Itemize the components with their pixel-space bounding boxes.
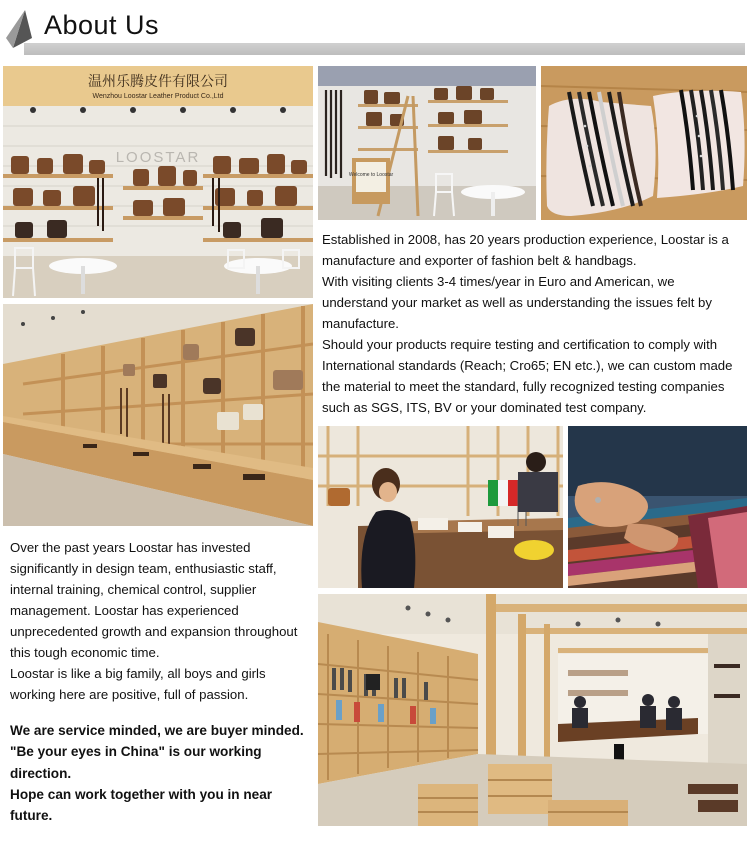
closing-text [10, 720, 313, 826]
booth-sign-english: Wenzhou Loostar Leather Product Co.,Ltd [92, 93, 224, 100]
header-divider-bar [24, 43, 745, 55]
booth-photo [3, 66, 313, 298]
showroom-wide-photo [318, 594, 747, 826]
intro-paragraph-visiting: With visiting clients 3-4 times/year in Euro and American, we understand your market as well as understanding the issues felt by manufacture. [322, 274, 712, 331]
closing-line-service: We are service minded, we are buyer minded. [10, 723, 304, 738]
intro-text [322, 229, 742, 418]
design-team-photo [318, 426, 563, 588]
belts-pillow-photo [541, 66, 747, 220]
page-title: About Us [44, 10, 160, 40]
cart-welcome-sign: Welcome to Loostar [348, 172, 394, 178]
intro-paragraph-established: Established in 2008, has 20 years production experience, Loostar is a manufacture and exporter of fashion belt & handbags. [322, 232, 729, 268]
header-leaf-icon [5, 8, 33, 48]
leather-swatches-photo [568, 426, 747, 588]
story-paragraph-family: Loostar is like a big family, all boys and girls working here are positive, full of passion. [10, 666, 266, 702]
closing-line-hope: Hope can work together with you in near future. [10, 786, 273, 824]
closing-line-eyes: "Be your eyes in China" is our working direction. [10, 744, 262, 781]
story-paragraph-investment: Over the past years Loostar has invested significantly in design team, enthusiastic staff, internal training, chemical control, supplier management. Loostar has experienced unprecedented growth and expansion throughout this tough economic time. [10, 540, 298, 660]
booth-sign-chinese: 温州乐腾皮件有限公司 [88, 74, 228, 90]
intro-paragraph-testing: Should your products require testing and certification to comply with International standards (Reach; Cro65; EN etc.), we can custom made the material to meet the standard, fully recognized testing companies such as SGS, ITS, BV or your dominated test company. [322, 337, 733, 415]
display-cart-photo [318, 66, 536, 220]
booth-brand: LOOSTAR [115, 149, 201, 166]
showroom-wall-photo [3, 304, 313, 526]
story-text [10, 537, 313, 705]
